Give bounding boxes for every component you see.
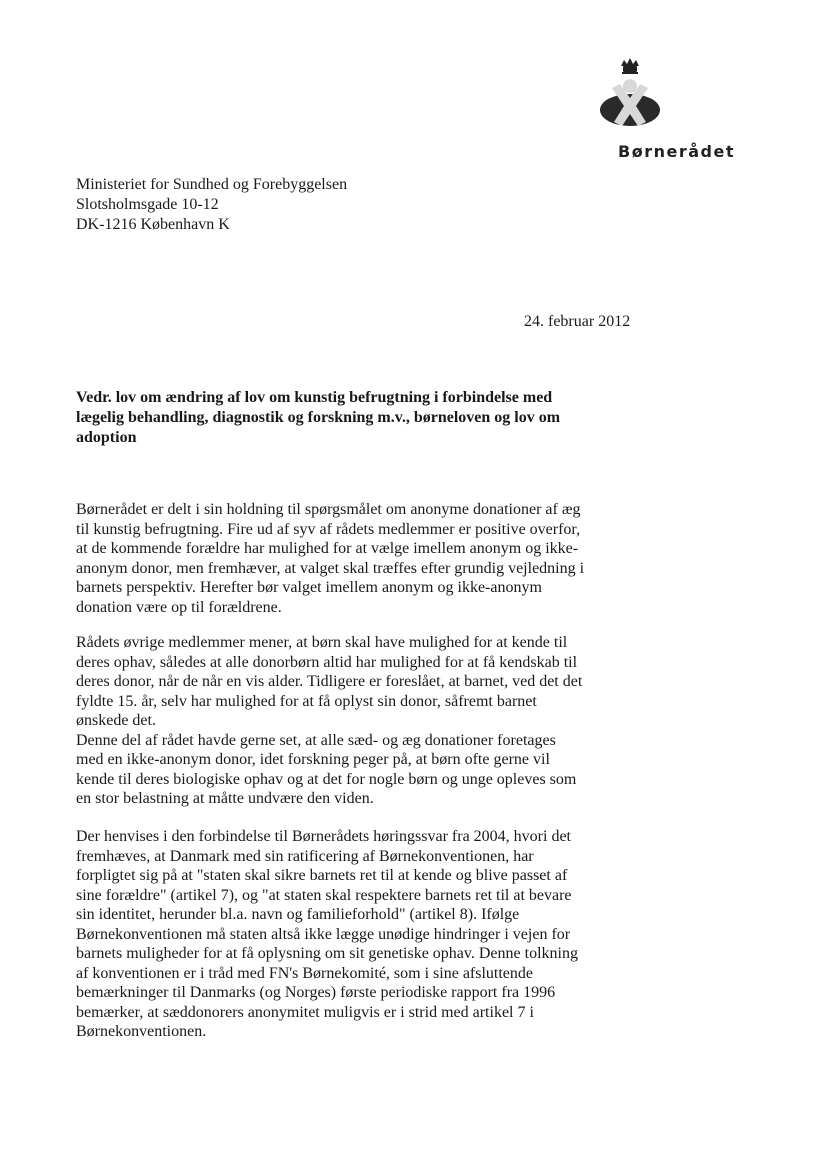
text-line: kende til deres biologiske ophav og at det for nogle børn og unge opleves som <box>76 770 577 788</box>
recipient-address <box>76 175 347 235</box>
text-line: barnets muligheder for at få oplysning om sit genetiske ophav. Denne tolkning <box>76 945 578 962</box>
address-line: Ministeriet for Sundhed og Forebyggelsen <box>76 176 348 193</box>
subject-line: adoption <box>76 429 137 446</box>
letter-date: 24. februar 2012 <box>524 313 631 330</box>
text-line: deres donor, når de når en vis alder. Tidligere er foreslået, at barnet, ved det det <box>76 673 583 690</box>
text-line: Denne del af rådet havde gerne set, at alle sæd- og æg donationer foretages <box>76 731 556 749</box>
text-line: en stor belastning at måtte undvære den viden. <box>76 790 374 807</box>
borneradet-logo <box>560 58 760 168</box>
text-line: at de kommende forældre har mulighed for at vælge imellem anonym og ikke- <box>76 540 579 557</box>
paragraph-1 <box>76 500 636 617</box>
text-line: sine forældre" (artikel 7), og "at staten skal respektere barnets ret til at bevare <box>76 886 572 904</box>
paragraph-3 <box>76 827 636 1042</box>
text-line: Børnerådet er delt i sin holdning til spørgsmålet om anonyme donationer af æg <box>76 501 581 518</box>
subject-line: lægelig behandling, diagnostik og forskning m.v., børneloven og lov om <box>76 409 561 426</box>
text-line: Børnekonventionen må staten altså ikke lægge unødige hindringer i vejen for <box>76 925 571 943</box>
text-line: fyldte 15. år, selv har mulighed for at få oplyst sin donor, såfremt barnet <box>76 692 537 710</box>
text-line: forpligtet sig på at "staten skal sikre barnets ret til at kende og blive passet af <box>76 867 568 884</box>
text-line: til kunstig befrugtning. Fire ud af syv af rådets medlemmer er positive overfor, <box>76 520 581 538</box>
text-line: ønskede det. <box>76 712 156 729</box>
text-line: med en ikke-anonym donor, idet forskning peger på, at børn ofte gerne vil <box>76 751 550 768</box>
logo-wordmark: Børnerådet <box>618 142 735 161</box>
text-line: bemærker, at sæddonorers anonymitet muligvis er i strid med artikel 7 i <box>76 1003 534 1021</box>
text-line: fremhæves, at Danmark med sin ratificering af Børnekonventionen, har <box>76 847 534 865</box>
text-line: sin identitet, herunder bl.a. navn og familieforhold" (artikel 8). Ifølge <box>76 906 520 923</box>
text-line: barnets perspektiv. Herefter bør valget imellem anonym og ikke-anonym <box>76 579 542 596</box>
text-line: bemærkninger til Danmarks (og Norges) første periodiske rapport fra 1996 <box>76 984 556 1001</box>
address-line: Slotsholmsgade 10-12 <box>76 196 219 213</box>
paragraph-2 <box>76 633 636 809</box>
text-line: Der henvises i den forbindelse til Børnerådets høringssvar fra 2004, hvori det <box>76 828 571 845</box>
text-line: anonym donor, men fremhæver, at valget skal træffes efter grundig vejledning i <box>76 559 585 577</box>
subject-heading <box>76 388 596 448</box>
address-line: DK-1216 København K <box>76 216 230 233</box>
text-line: af konventionen er i tråd med FN's Børnekomité, som i sine afsluttende <box>76 964 534 982</box>
text-line: donation være op til forældrene. <box>76 598 282 616</box>
text-line: Børnekonventionen. <box>76 1023 207 1040</box>
text-line: deres ophav, således at alle donorbørn altid har mulighed for at få kendskab til <box>76 653 578 671</box>
crown-child-emblem-icon <box>590 58 670 133</box>
text-line: Rådets øvrige medlemmer mener, at børn skal have mulighed for at kende til <box>76 634 568 651</box>
subject-line: Vedr. lov om ændring af lov om kunstig befrugtning i forbindelse med <box>76 389 553 406</box>
